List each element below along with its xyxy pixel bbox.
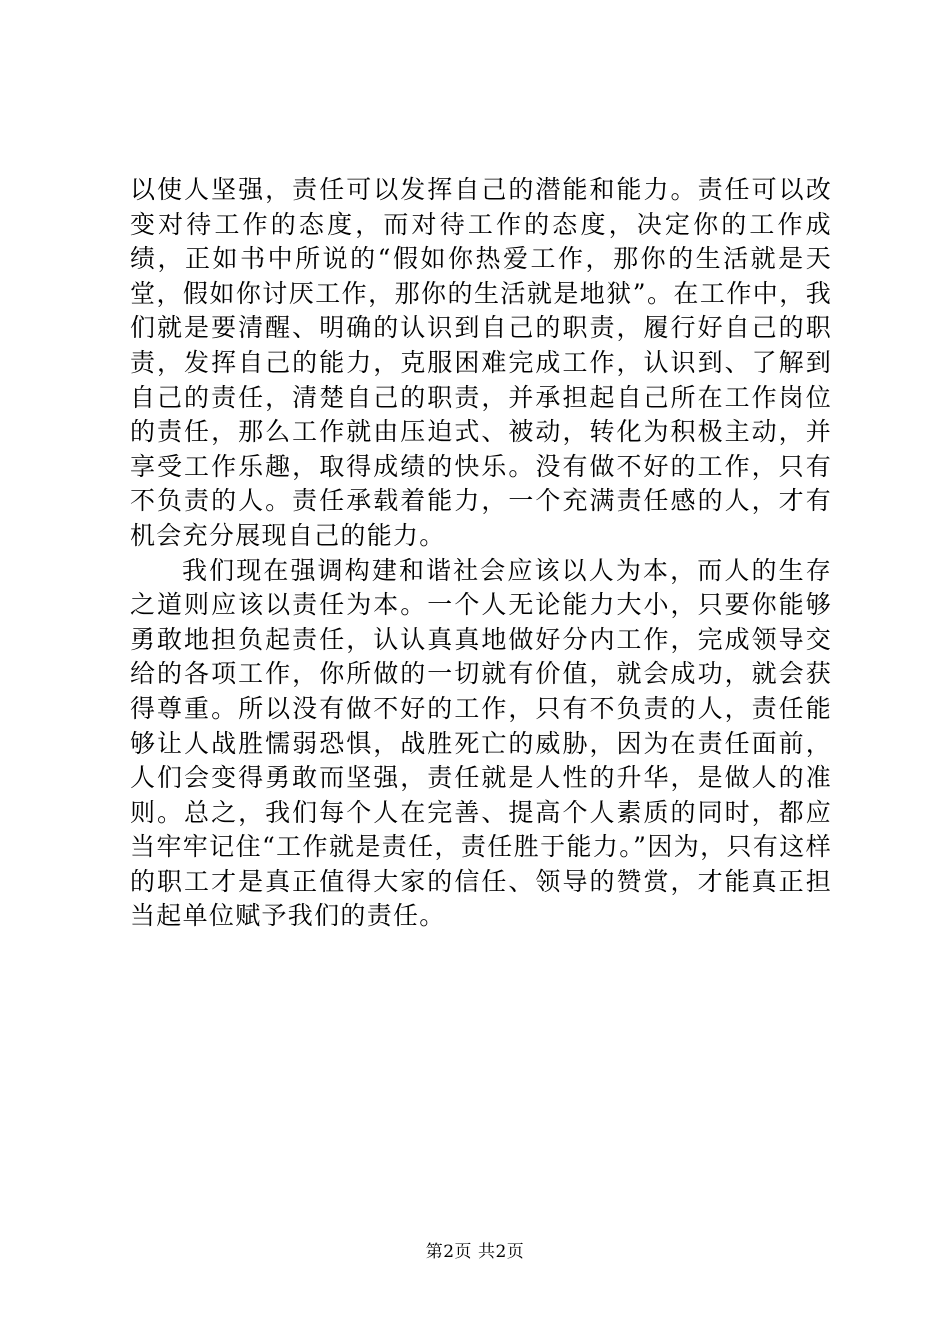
page-footer: 第2页 共2页 [425,1242,525,1262]
paragraph-continuation: 以使人坚强，责任可以发挥自己的潜能和能力。责任可以改变对待工作的态度，而对待工作的态度，决定你的工作成绩，正如书中所说的“假如你热爱工作，那你的生活就是天堂，假如你讨厌工作，那你的生活就是地狱”。在工作中，我们就是要清醒、明确的认识到自己的职责，履行好自己的职责，发挥自己的能力，克服困难完成工作，认识到、了解到自己的责任，清楚自己的职责，并承担起自己所在工作岗位的责任，那么工作就由压迫式、被动，转化为积极主动，并享受工作乐趣，取得成绩的快乐。没有做不好的工作，只有不负责的人。责任承载着能力，一个充满责任感的人，才有机会充分展现自己的能力。 [130,175,832,550]
document-body [130,173,832,934]
paragraph: 我们现在强调构建和谐社会应该以人为本，而人的生存之道则应该以责任为本。一个人无论能力大小，只要你能够勇敢地担负起责任，认认真真地做好分内工作，完成领导交给的各项工作，你所做的一切就有价值，就会成功，就会获得尊重。所以没有做不好的工作，只有不负责的人，责任能够让人战胜懦弱恐惧，战胜死亡的威胁，因为在责任面前，人们会变得勇敢而坚强，责任就是人性的升华，是做人的准则。总之，我们每个人在完善、提高个人素质的同时，都应当牢牢记住“工作就是责任，责任胜于能力。”因为，只有这样的职工才是真正值得大家的信任、领导的赞赏，才能真正担当起单位赋予我们的责任。 [130,555,832,931]
